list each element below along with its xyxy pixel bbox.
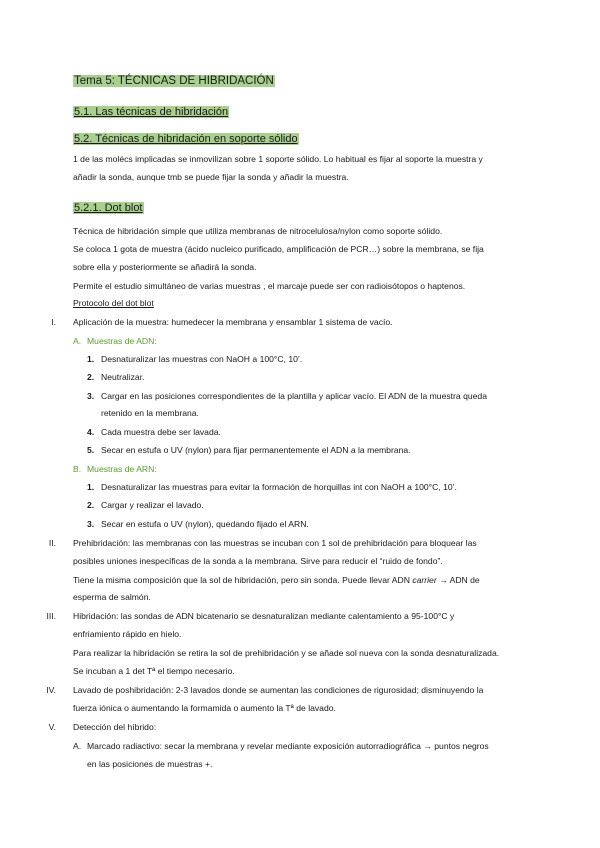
dotblot-paragraph-line: Técnica de hibridación simple que utiliza membranas de nitrocelulosa/nylon como soporte sólido. [73,226,443,236]
step-4-line: Lavado de poshibridación: 2-3 lavados donde se aumentan las condiciones de rigurosidad; disminuyendo la [73,685,484,695]
step-2-line: Prehibridación: las membranas con las muestras se incuban con 1 sol de prehibridación para bloquear las [73,538,477,548]
dotblot-paragraph-line: Se coloca 1 gota de muestra (ácido nucleico purificado, amplificación de PCR…) sobre la membrana, se fija [73,244,484,254]
section-5-2-1-heading: 5.2.1. Dot blot [74,202,143,214]
sub-label-a: A. [73,336,82,346]
step-4-line: fuerza iónica o aumentando la formamida o aumento la Tª de lavado. [73,703,336,713]
dotblot-paragraph-line: sobre ella y posteriormente se añadirá la sonda. [73,262,257,272]
protocol-heading: Protocolo del dot blot [73,298,154,308]
step-3-line: Se incuban a 1 det Tª el tiempo necesario. [73,666,235,676]
list-item: 2. Neutralizar. [87,372,145,382]
doc-title: Tema 5: TÉCNICAS DE HIBRIDACIÓN [74,75,274,87]
step-3-line: Hibridación: las sondas de ADN bicatenario se desnaturalizan mediante calentamiento a 95-100°C y [73,611,455,621]
list-item: 3. Secar en estufa o UV (nylon), quedando fijado el ARN. [87,519,309,529]
sub-label-a: A. [73,741,82,751]
section-5-1-heading: 5.1. Las técnicas de hibridación [74,106,229,118]
dna-samples-title: Muestras de ADN: [87,336,157,346]
list-item-continued: retenido en la membrana. [101,408,199,418]
list-item: 2. Cargar y realizar el lavado. [87,500,204,510]
step-3-line: enfriamiento rápido en hielo. [73,629,182,639]
step-5-a-line: Marcado radiactivo: secar la membrana y revelar mediante exposición autorradiográfica → puntos negros [87,741,489,751]
step-2-line: Tiene la misma composición que la sol de hibridación, pero sin sonda. Puede llevar ADN carrier → ADN de [73,575,480,585]
list-item: 4. Cada muestra debe ser lavada. [87,427,221,437]
roman-numeral: V. [48,722,56,732]
roman-numeral: III. [46,611,56,621]
sub-label-b: B. [73,464,82,474]
step-1-text: Aplicación de la muestra: humedecer la membrana y ensamblar 1 sistema de vacío. [73,317,393,327]
rna-samples-title: Muestras de ARN: [87,464,157,474]
roman-numeral: II. [48,538,56,548]
list-item: 1. Desnaturalizar las muestras para evitar la formación de horquillas int con NaOH a 100°C, 10’. [87,482,457,492]
list-item: 3. Cargar en las posiciones correspondientes de la plantilla y aplicar vacío. El ADN de la muestra queda [87,391,487,401]
step-2-line: esperma de salmón. [73,592,151,602]
step-3-line: Para realizar la hibridación se retira la sol de prehibridación y se añade sol nueva con la sonda desnaturalizada. [73,648,500,658]
s52-paragraph-line: añadir la sonda, aunque tmb se puede fijar la sonda y añadir la muestra. [73,172,349,182]
section-5-2-heading: 5.2. Técnicas de hibridación en soporte sólido [74,133,298,145]
roman-numeral: I. [51,317,56,327]
s52-paragraph-line: 1 de las molécs implicadas se inmovilizan sobre 1 soporte sólido. Lo habitual es fijar al soporte la muestra y [73,154,483,164]
step-2-line: posibles uniones inespecíficas de la sonda a la membrana. Sirve para reducir el “ruido de fondo”. [73,556,443,566]
dotblot-paragraph-line: Permite el estudio simultáneo de varias muestras , el marcaje puede ser con radioisótopos o haptenos. [73,281,466,291]
list-item: 1. Desnaturalizar las muestras con NaOH a 100°C, 10’. [87,354,303,364]
roman-numeral: IV. [46,685,56,695]
step-5-line: Detección del híbrido: [73,722,157,732]
step-5-a-line: en las posiciones de muestras +. [87,759,213,769]
list-item: 5. Secar en estufa o UV (nylon) para fijar permanentemente el ADN a la membrana. [87,445,411,455]
